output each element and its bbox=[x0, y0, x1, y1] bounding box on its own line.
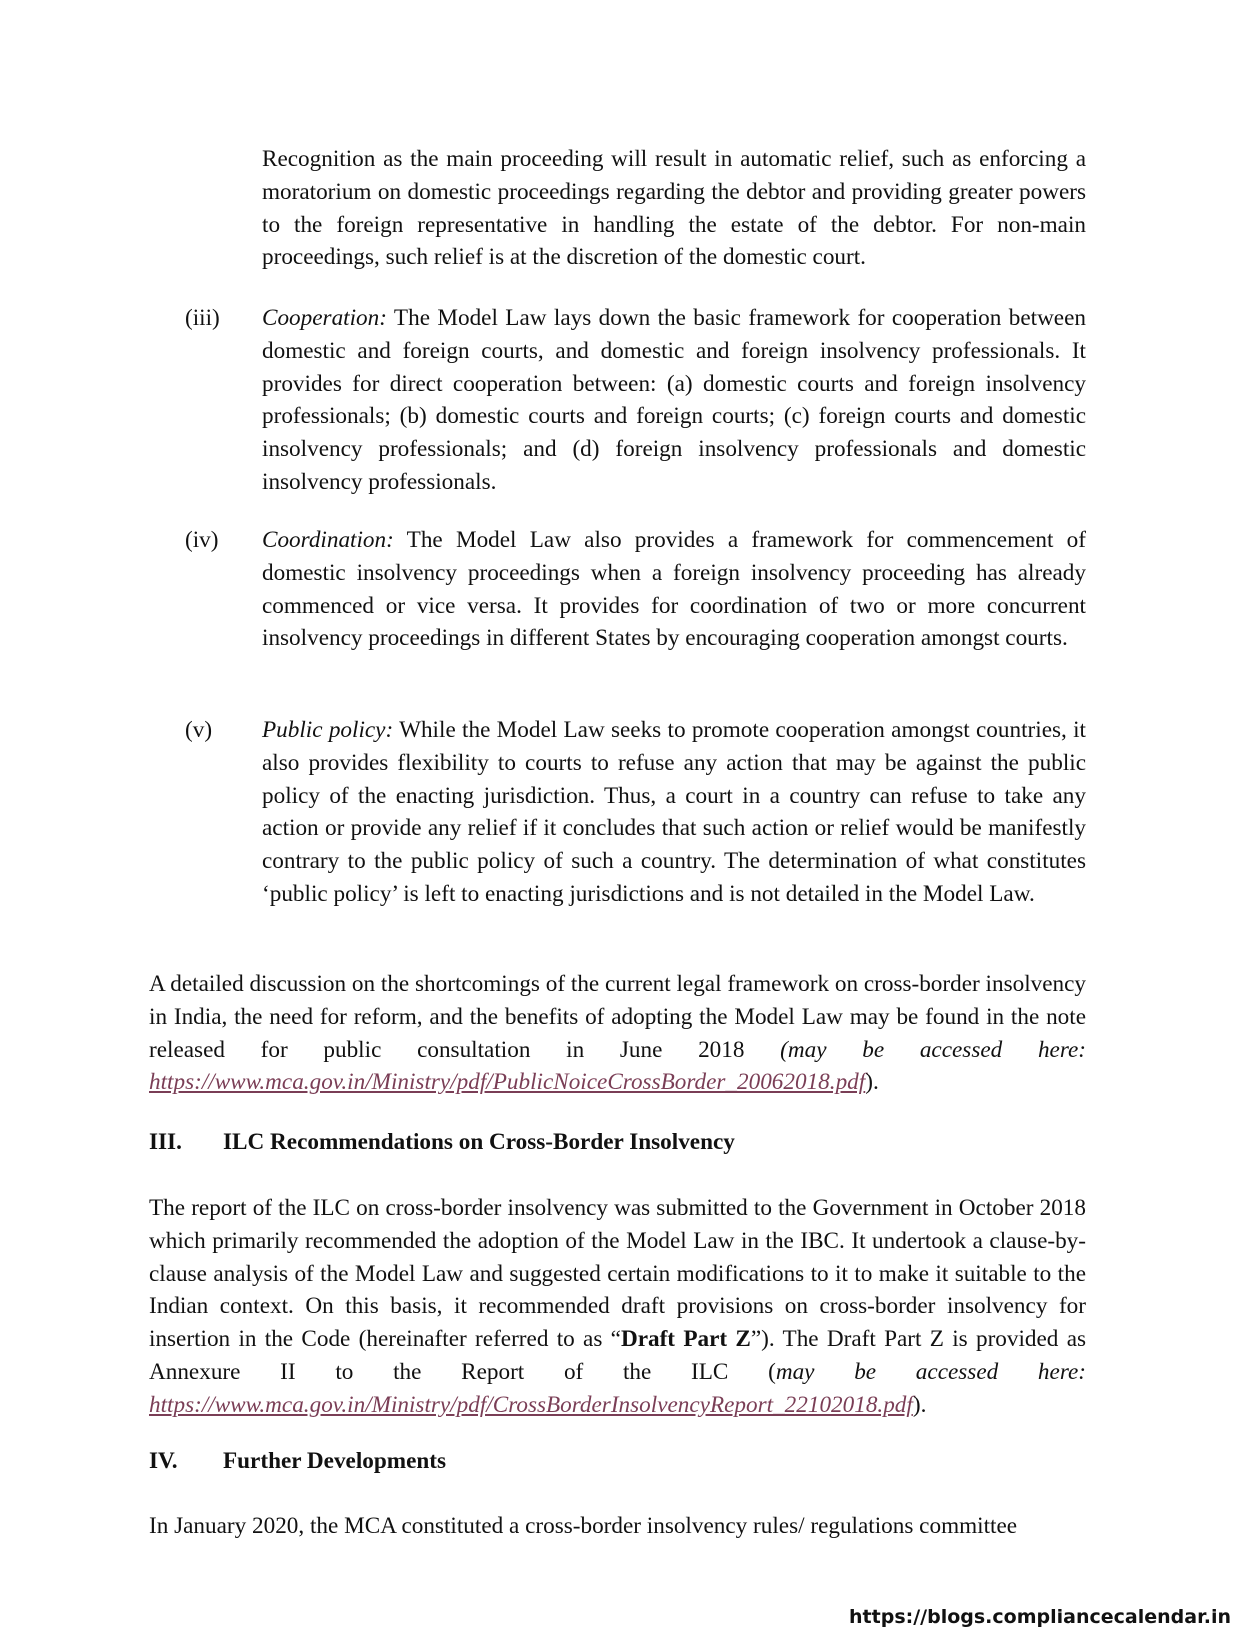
section-number-iii: III. bbox=[149, 1129, 182, 1155]
item-public-policy bbox=[262, 714, 1086, 911]
ilc-close: ). bbox=[912, 1391, 927, 1418]
ilc-report-link[interactable]: https://www.mca.gov.in/Ministry/pdf/CrossBorderInsolvencyReport_22102018.pdf bbox=[149, 1391, 913, 1418]
section-title-iv: Further Developments bbox=[223, 1448, 447, 1474]
public-notice-link[interactable]: https://www.mca.gov.in/Ministry/pdf/PublicNoiceCrossBorder_20062018.pdf bbox=[149, 1069, 866, 1096]
ilc-text-2: ”). The Draft Part Z is provided as Annexure II to the Report of the ILC ( bbox=[149, 1326, 1087, 1385]
section-number-iv: IV. bbox=[149, 1448, 178, 1474]
section-heading-iv bbox=[149, 1445, 446, 1478]
ilc-access-note: may be accessed here: bbox=[775, 1358, 1086, 1385]
item-text-coordination: The Model Law also provides a framework for commencement of domestic insolvency proceedings when a foreign insolvency proceeding has already commenced or vice versa. It provides for coordination of two or more concurrent insolvency proceedings in different States by encouraging cooperation amongst courts. bbox=[262, 527, 1086, 652]
item-coordination bbox=[262, 524, 1086, 655]
paragraph-further-developments: In January 2020, the MCA constituted a cross-border insolvency rules/ regulations committee bbox=[149, 1513, 1018, 1539]
ilc-draft-part-z: Draft Part Z bbox=[620, 1326, 751, 1353]
item-text-public-policy: While the Model Law seeks to promote cooperation amongst countries, it also provides flexibility to courts to refuse any action that may be against the public policy of the enacting jurisdiction. Thus, a court in a country can refuse to take any action or provide any relief if it concludes that such action or relief would be manifestly contrary to the public policy of such a country. The determination of what constitutes ‘public policy’ is left to enacting jurisdictions and is not detailed in the Model Law. bbox=[262, 717, 1086, 907]
discussion-close: ). bbox=[865, 1069, 879, 1096]
item-number-iii: (iii) bbox=[185, 305, 220, 331]
paragraph-recognition: Recognition as the main proceeding will result in automatic relief, such as enforcing a moratorium on domestic proceedings regarding the debtor and providing greater powers to the foreign representative in handling the estate of the debtor. For non-main proceedings, such relief is at the discretion of the domestic court. bbox=[262, 146, 1086, 271]
discussion-access-note: (may be accessed here: bbox=[780, 1036, 1087, 1063]
section-heading-iii bbox=[149, 1126, 735, 1159]
item-number-v: (v) bbox=[185, 717, 213, 743]
item-term-public-policy: Public policy: bbox=[262, 717, 394, 743]
discussion-text: A detailed discussion on the shortcomings of the current legal framework on cross-border insolvency in India, the need for reform, and the benefits of adopting the Model Law may be found in the note released for public consultation in June 2018 bbox=[149, 971, 1086, 1063]
watermark-url: https://blogs.compliancecalendar.in bbox=[845, 1606, 1235, 1628]
paragraph-ilc-report bbox=[149, 1192, 1086, 1422]
ilc-text-1: The report of the ILC on cross-border insolvency was submitted to the Government in October 2018 which primarily recommended the adoption of the Model Law in the IBC. It undertook a clause-by-clause analysis of the Model Law and suggested certain modifications to it to make it suitable to the Indian context. On this basis, it recommended draft provisions on cross-border insolvency for insertion in the Code (hereinafter referred to as “ bbox=[149, 1195, 1086, 1353]
item-text-cooperation: The Model Law lays down the basic framework for cooperation between domestic and foreign courts, and domestic and foreign insolvency professionals. It provides for direct cooperation between: (a) domestic courts and foreign insolvency professionals; (b) domestic courts and foreign courts; (c) foreign courts and domestic insolvency professionals; and (d) foreign insolvency professionals and domestic insolvency professionals. bbox=[262, 305, 1086, 495]
item-term-coordination: Coordination: bbox=[262, 527, 394, 553]
item-number-iv: (iv) bbox=[185, 527, 219, 553]
section-title-iii: ILC Recommendations on Cross-Border Insolvency bbox=[223, 1129, 735, 1155]
item-term-cooperation: Cooperation: bbox=[262, 305, 387, 331]
item-cooperation bbox=[262, 302, 1086, 499]
paragraph-discussion bbox=[149, 968, 1086, 1099]
